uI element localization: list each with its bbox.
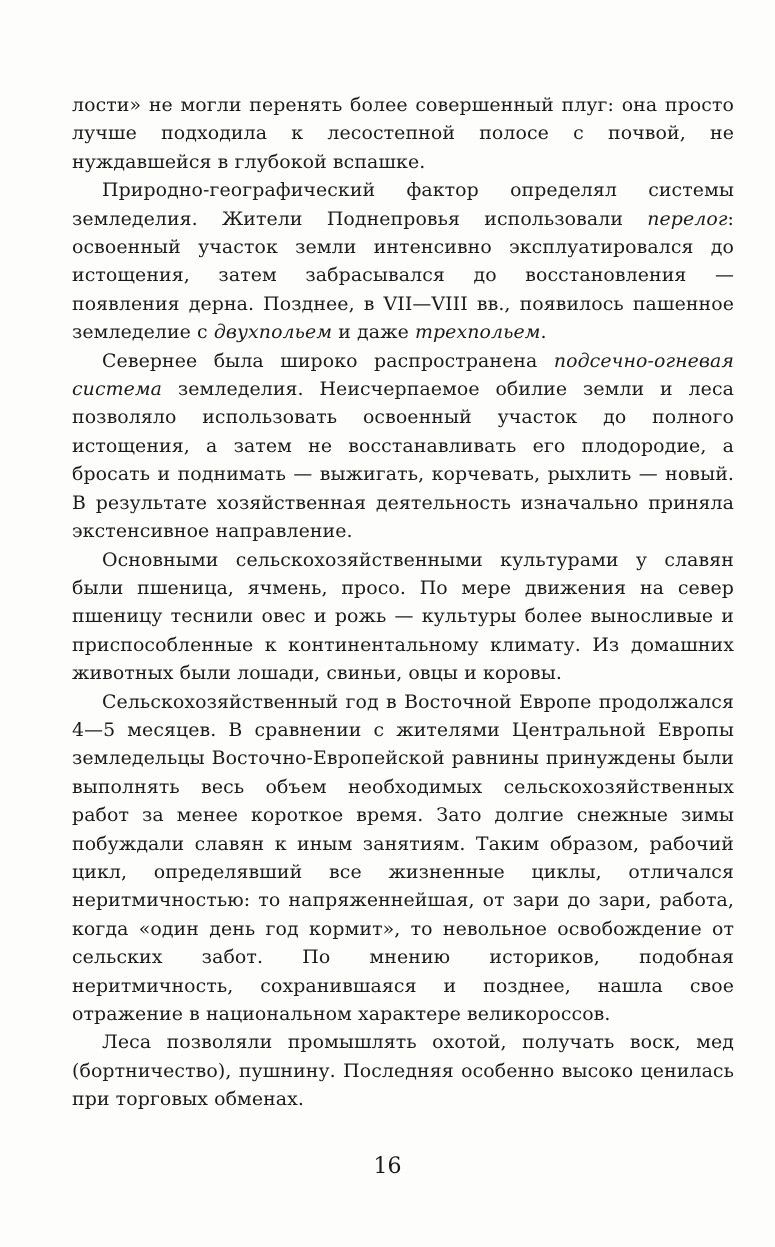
paragraph-5 bbox=[72, 688, 734, 1029]
paragraph-2-segment-3: : освоенный участок земли интенсивно эксплуатировался до истощения, затем забрасывался до восстановления — появления дерна. Позднее, в VII—VIII вв., появилось пашенное земледелие с bbox=[72, 207, 734, 344]
paragraph-6-segment-1: Леса позволяли промышлять охотой, получать воск, мед (бортничество), пушнину. Последняя особенно высоко ценилась при торговых обменах. bbox=[72, 1031, 734, 1111]
page-number: 16 bbox=[373, 1154, 402, 1179]
paragraph-3 bbox=[72, 347, 734, 546]
paragraph-2 bbox=[72, 176, 734, 346]
italic-term-dvukhpole: двухпольем bbox=[213, 321, 333, 344]
paragraph-6 bbox=[72, 1028, 734, 1113]
italic-term-trekhpole: трехпольем bbox=[414, 321, 541, 344]
paragraph-4 bbox=[72, 546, 734, 688]
paragraph-2-segment-1: Природно-географический фактор определял системы земледелия. Жители Поднепровья использовали bbox=[72, 179, 734, 230]
paragraph-3-segment-3: земледелия. Неисчерпаемое обилие земли и леса позволяло использовать освоенный участок до полного истощения, а затем не восстанавливать его плодородие, а бросать и поднимать — выжигать, корчевать, рыхлить — новый. В результате хозяйственная деятельность изначально приняла экстенсивное направление. bbox=[72, 378, 734, 543]
paragraph-4-segment-1: Основными сельскохозяйственными культурами у славян были пшеница, ячмень, просо. По мере движения на север пшеницу теснили овес и рожь — культуры более выносливые и приспособленные к континентальному климату. Из домашних животных были лошади, свиньи, овцы и коровы. bbox=[72, 548, 734, 685]
paragraph-1-segment-1: лости» не могли перенять более совершенный плуг: она просто лучше подходила к лесостепной полосе с почвой, не нуждавшейся в глубокой вспашке. bbox=[72, 94, 734, 173]
paragraph-3-segment-1: Севернее была широко распространена bbox=[102, 349, 554, 372]
italic-term-perelog: перелог bbox=[647, 207, 728, 230]
paragraph-2-segment-5: и даже bbox=[332, 321, 415, 344]
body-text bbox=[72, 91, 734, 1114]
italic-term-podsechno-ognevaya: подсечно-огневая система bbox=[72, 349, 734, 401]
paragraph-5-segment-1: Сельскохозяйственный год в Восточной Европе продолжался 4—5 месяцев. В сравнении с жителями Центральной Европы земледельцы Восточно-Европейской равнины принуждены были выполнять весь объем необходимых сельскохозяйственных работ за менее короткое время. Зато долгие снежные зимы побуждали славян к иным занятиям. Таким образом, рабочий цикл, определявший все жизненные циклы, отличался неритмичностью: то напряженнейшая, от зари до зари, работа, когда «один день год кормит», то невольное освобождение от сельских забот. По мнению историков, подобная неритмичность, сохранившаяся и позднее, нашла свое отражение в национальном характере великороссов. bbox=[72, 690, 734, 1025]
paragraph-2-segment-7: . bbox=[540, 321, 547, 344]
paragraph-1 bbox=[72, 91, 734, 176]
